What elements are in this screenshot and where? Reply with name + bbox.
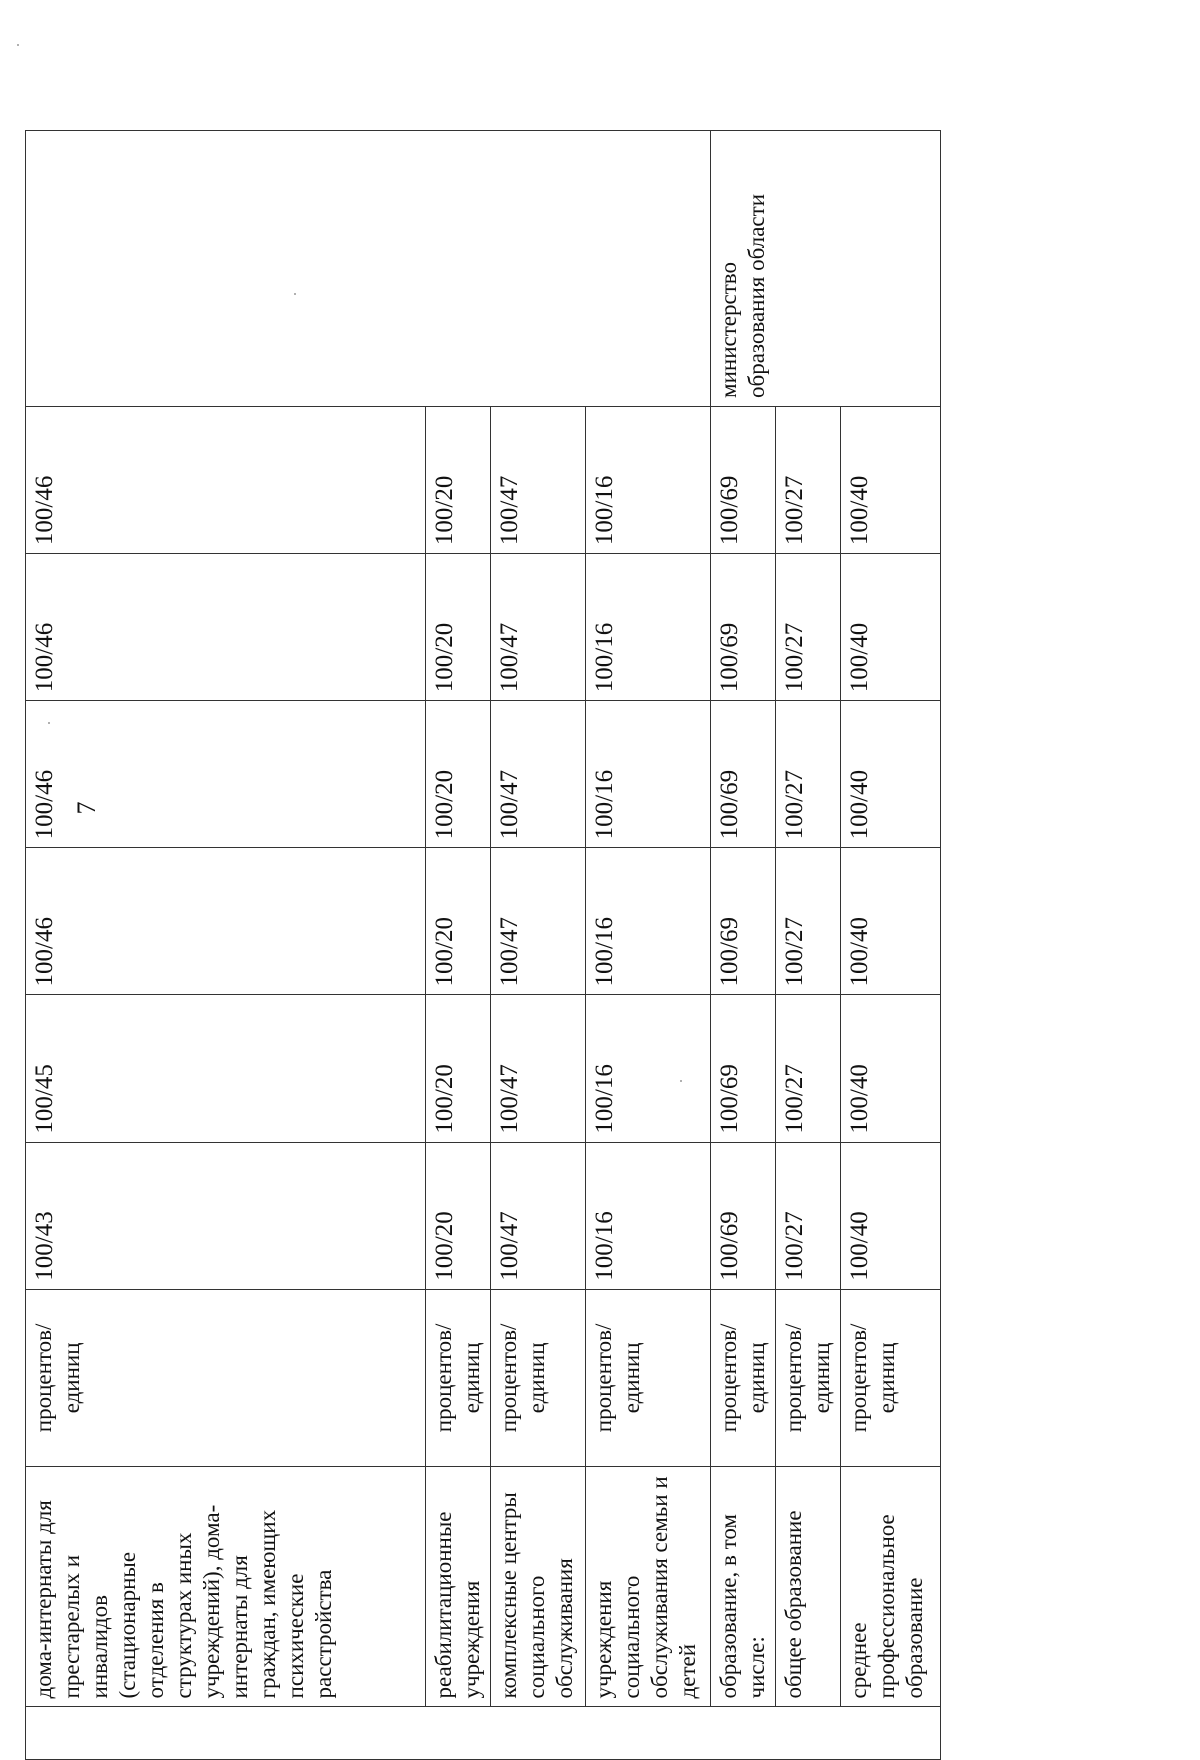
value-cell: 100/69 [711, 554, 776, 701]
value-cell: 100/43 [26, 1142, 426, 1289]
value-cell: 100/47 [491, 848, 586, 995]
value-cell: 100/40 [841, 995, 941, 1142]
value-cell: 100/16 [586, 848, 711, 995]
value-cell: 100/27 [776, 1142, 841, 1289]
value-cell: 100/20 [426, 554, 491, 701]
value-cell: 100/69 [711, 995, 776, 1142]
value-cell: 100/69 [711, 406, 776, 553]
value-cell: 100/20 [426, 848, 491, 995]
row-label: общее образование [776, 1467, 841, 1707]
value-cell: 100/47 [491, 701, 586, 848]
value-cell: 100/16 [586, 554, 711, 701]
value-cell: 100/69 [711, 848, 776, 995]
unit-cell: процентов/ единиц [711, 1289, 776, 1466]
table-row [26, 131, 426, 1760]
value-cell: 100/69 [711, 1142, 776, 1289]
value-cell: 100/20 [426, 406, 491, 553]
table-row [711, 131, 776, 1760]
unit-cell: процентов/ единиц [586, 1289, 711, 1466]
row-label: среднее профессиональное образование [841, 1467, 941, 1707]
value-cell: 100/20 [426, 1142, 491, 1289]
value-cell: 100/20 [426, 995, 491, 1142]
scan-speck [17, 44, 19, 46]
responsible-cell: министерство образования области [711, 131, 941, 407]
value-cell: 100/27 [776, 995, 841, 1142]
value-cell: 100/40 [841, 554, 941, 701]
rotated-sheet [25, 130, 940, 1760]
responsible-cell [26, 131, 711, 407]
value-cell: 100/47 [491, 995, 586, 1142]
value-cell: 100/46 [26, 848, 426, 995]
value-cell: 100/27 [776, 406, 841, 553]
value-cell: 100/40 [841, 701, 941, 848]
value-cell: 100/46 [26, 406, 426, 553]
row-label: реабилитационные учреждения [426, 1467, 491, 1707]
row-label: образование, в том числе: [711, 1467, 776, 1707]
value-cell: 100/40 [841, 848, 941, 995]
value-cell: 100/45 [26, 995, 426, 1142]
row-label: комплексные центры социального обслуживания [491, 1467, 586, 1707]
row-number-cell [26, 1707, 941, 1760]
value-cell: 100/16 [586, 701, 711, 848]
value-cell: 100/47 [491, 554, 586, 701]
value-cell: 100/27 [776, 554, 841, 701]
scan-speck [680, 1080, 682, 1082]
unit-cell: процентов/ единиц [426, 1289, 491, 1466]
value-cell: 100/40 [841, 406, 941, 553]
unit-cell: процентов/ единиц [776, 1289, 841, 1466]
value-cell: 100/47 [491, 406, 586, 553]
value-cell: 100/16 [586, 406, 711, 553]
indicator-table [25, 130, 941, 1760]
unit-cell: процентов/ единиц [841, 1289, 941, 1466]
value-cell: 100/27 [776, 848, 841, 995]
value-cell: 100/27 [776, 701, 841, 848]
value-cell: 100/69 [711, 701, 776, 848]
scan-speck [48, 722, 50, 724]
unit-cell: процентов/ единиц [491, 1289, 586, 1466]
unit-cell: процентов/ единиц [26, 1289, 426, 1466]
value-cell: 100/16 [586, 1142, 711, 1289]
row-label: учреждения социального обслуживания семьи и детей [586, 1467, 711, 1707]
value-cell: 100/16 [586, 995, 711, 1142]
value-cell: 100/20 [426, 701, 491, 848]
value-cell: 100/40 [841, 1142, 941, 1289]
row-label: дома-интернаты для престарелых и инвалидов (стационарные отделения в структурах иных учреждений), дома-интернаты для граждан, имеющих психические расстройства [26, 1467, 426, 1707]
value-cell: 100/46 [26, 701, 426, 848]
scan-speck [294, 293, 296, 295]
value-cell: 100/47 [491, 1142, 586, 1289]
value-cell: 100/46 [26, 554, 426, 701]
page-number: 7 [72, 801, 101, 815]
